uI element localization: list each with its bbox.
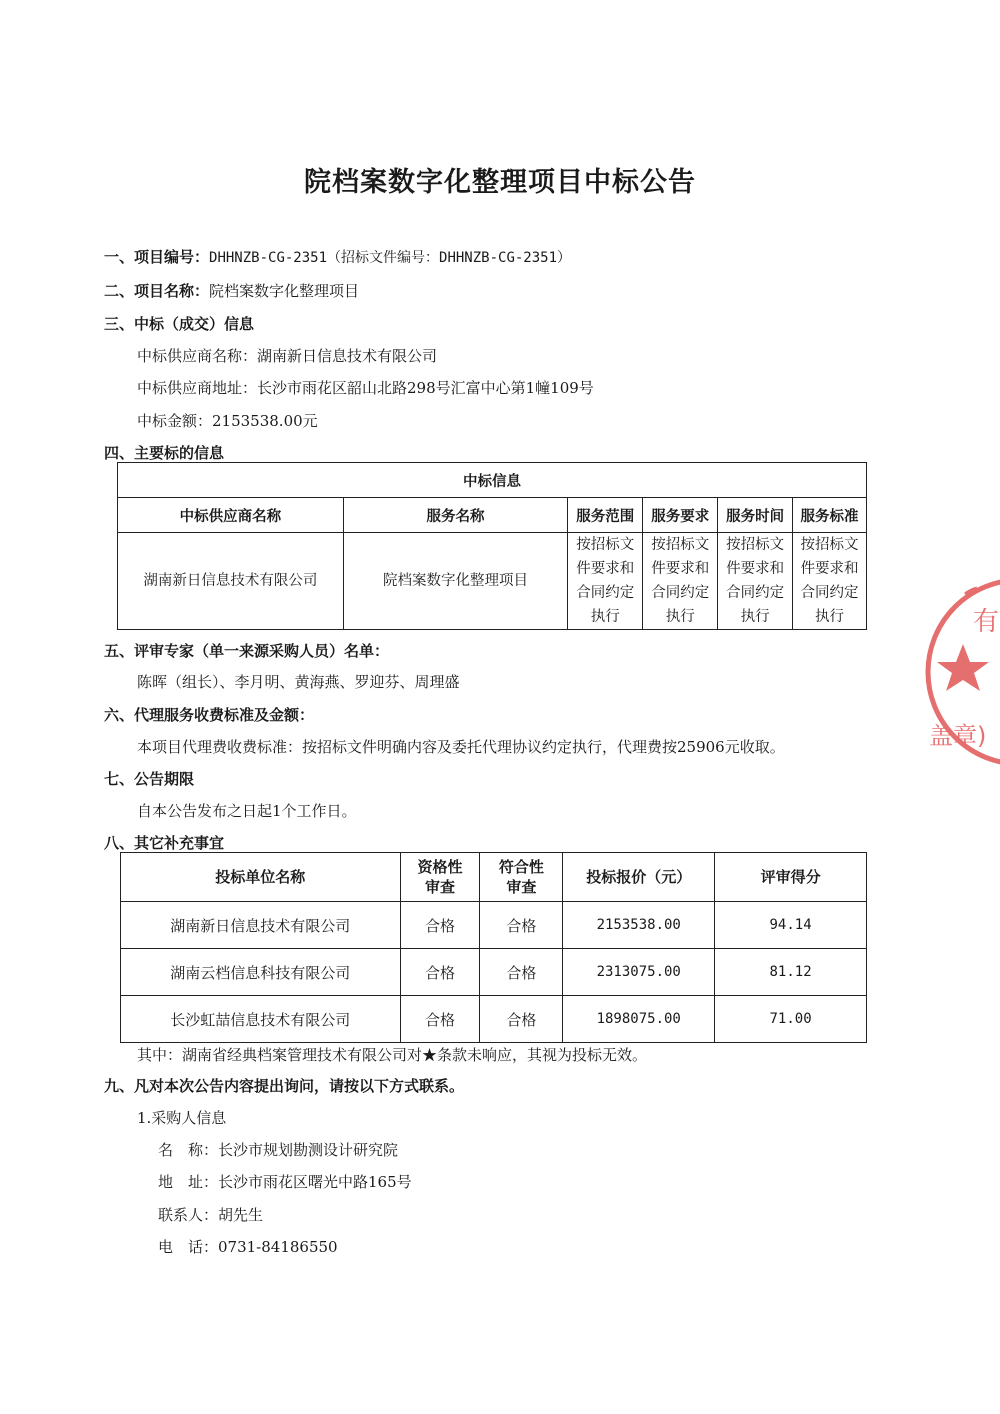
cell-line: 合同约定 xyxy=(800,585,859,601)
invalid-bid-note: 其中：湖南省经典档案管理技术有限公司对★条款未响应，其视为投标无效。 xyxy=(137,1046,648,1064)
seal-star-icon xyxy=(937,644,989,691)
table-row xyxy=(121,902,867,949)
seal-text-top: 有 xyxy=(973,607,1000,637)
main-subject-table xyxy=(117,462,867,630)
cell-bidder: 湖南新日信息技术有限公司 xyxy=(121,902,401,949)
cell-compliance: 合格 xyxy=(480,949,563,996)
cell-line: 执行 xyxy=(590,609,620,625)
table-caption: 中标信息 xyxy=(118,463,867,498)
cell-compliance: 合格 xyxy=(480,996,563,1043)
section-8-label: 八、其它补充事宜 xyxy=(104,834,225,852)
project-name: 院档案数字化整理项目 xyxy=(209,282,360,300)
winning-supplier-name: 中标供应商名称：湖南新日信息技术有限公司 xyxy=(137,347,438,365)
section-1-label: 一、项目编号： xyxy=(104,248,210,266)
cell-scope xyxy=(568,533,643,630)
cell-line: 合同约定 xyxy=(651,585,710,601)
cell-line: 合同约定 xyxy=(576,585,635,601)
cell-compliance: 合格 xyxy=(480,902,563,949)
cell-score: 94.14 xyxy=(715,902,867,949)
header-qualification xyxy=(400,853,480,902)
section-2-label: 二、项目名称： xyxy=(104,282,210,300)
header-service-standard: 服务标准 xyxy=(793,498,867,533)
header-service-time: 服务时间 xyxy=(718,498,793,533)
cell-bid-price: 2313075.00 xyxy=(563,949,715,996)
cell-standard xyxy=(793,533,867,630)
cell-service: 院档案数字化整理项目 xyxy=(343,533,568,630)
purchaser-info-heading: 1.采购人信息 xyxy=(137,1109,227,1127)
cell-line: 件要求和 xyxy=(726,561,785,577)
cell-line: 执行 xyxy=(740,609,770,625)
cell-line: 按招标文 xyxy=(576,537,635,553)
header-service-scope: 服务范围 xyxy=(568,498,643,533)
header-bidder: 投标单位名称 xyxy=(121,853,401,902)
header-score: 评审得分 xyxy=(715,853,867,902)
cell-line: 执行 xyxy=(815,609,845,625)
experts-list: 陈晖（组长）、李月明、黄海燕、罗迎芬、周理盛 xyxy=(137,673,460,691)
bidders-table xyxy=(120,852,867,1043)
header-bid-price: 投标报价（元） xyxy=(563,853,715,902)
section-3-label: 三、中标（成交）信息 xyxy=(104,315,255,333)
cell-bid-price: 2153538.00 xyxy=(563,902,715,949)
header-compliance xyxy=(480,853,563,902)
section-4-label: 四、主要标的信息 xyxy=(104,444,225,462)
purchaser-contact: 联系人：胡先生 xyxy=(158,1206,264,1224)
table-row xyxy=(121,996,867,1043)
cell-score: 71.00 xyxy=(715,996,867,1043)
seal-text-bottom: 盖章) xyxy=(929,722,987,750)
section-9-label: 九、凡对本次公告内容提出询问，请按以下方式联系。 xyxy=(104,1077,465,1095)
cell-line: 合同约定 xyxy=(726,585,785,601)
purchaser-name: 名 称：长沙市规划勘测设计研究院 xyxy=(158,1141,399,1159)
cell-line: 件要求和 xyxy=(576,561,635,577)
cell-qualification: 合格 xyxy=(400,902,480,949)
section-1 xyxy=(104,246,571,267)
header-compliance-text: 符合性 审查 xyxy=(498,858,544,896)
purchaser-phone: 电 话：0731-84186550 xyxy=(158,1238,338,1256)
cell-line: 按招标文 xyxy=(800,537,859,553)
table-row xyxy=(118,533,867,630)
section-5-label: 五、评审专家（单一来源采购人员）名单： xyxy=(104,642,390,660)
cell-supplier: 湖南新日信息技术有限公司 xyxy=(118,533,344,630)
section-2 xyxy=(104,280,359,301)
agency-fee: 本项目代理费收费标准：按招标文件明确内容及委托代理协议约定执行，代理费按25906元收取。 xyxy=(137,738,785,756)
winning-supplier-address: 中标供应商地址：长沙市雨花区韶山北路298号汇富中心第1幢109号 xyxy=(137,379,594,397)
official-seal-stamp xyxy=(925,572,1000,772)
purchaser-address: 地 址：长沙市雨花区曙光中路165号 xyxy=(158,1173,412,1191)
cell-score: 81.12 xyxy=(715,949,867,996)
cell-bidder: 湖南云档信息科技有限公司 xyxy=(121,949,401,996)
header-service-requirement: 服务要求 xyxy=(643,498,718,533)
cell-requirement xyxy=(643,533,718,630)
section-7-label: 七、公告期限 xyxy=(104,770,195,788)
cell-line: 按招标文 xyxy=(651,537,710,553)
cell-line: 件要求和 xyxy=(651,561,710,577)
header-service-name: 服务名称 xyxy=(343,498,568,533)
winning-amount: 中标金额：2153538.00元 xyxy=(137,412,318,430)
table-row xyxy=(121,949,867,996)
announcement-period: 自本公告发布之日起1个工作日。 xyxy=(137,802,357,820)
project-number: DHHNZB-CG-2351（招标文件编号：DHHNZB-CG-2351） xyxy=(209,250,572,266)
cell-line: 按招标文 xyxy=(726,537,785,553)
cell-line: 执行 xyxy=(665,609,695,625)
cell-qualification: 合格 xyxy=(400,996,480,1043)
cell-line: 件要求和 xyxy=(800,561,859,577)
cell-bid-price: 1898075.00 xyxy=(563,996,715,1043)
cell-time xyxy=(718,533,793,630)
header-supplier: 中标供应商名称 xyxy=(118,498,344,533)
document-title: 院档案数字化整理项目中标公告 xyxy=(304,167,696,198)
cell-qualification: 合格 xyxy=(400,949,480,996)
cell-bidder: 长沙虹喆信息技术有限公司 xyxy=(121,996,401,1043)
header-qualification-text: 资格性 审查 xyxy=(417,858,463,896)
section-6-label: 六、代理服务收费标准及金额： xyxy=(104,706,315,724)
